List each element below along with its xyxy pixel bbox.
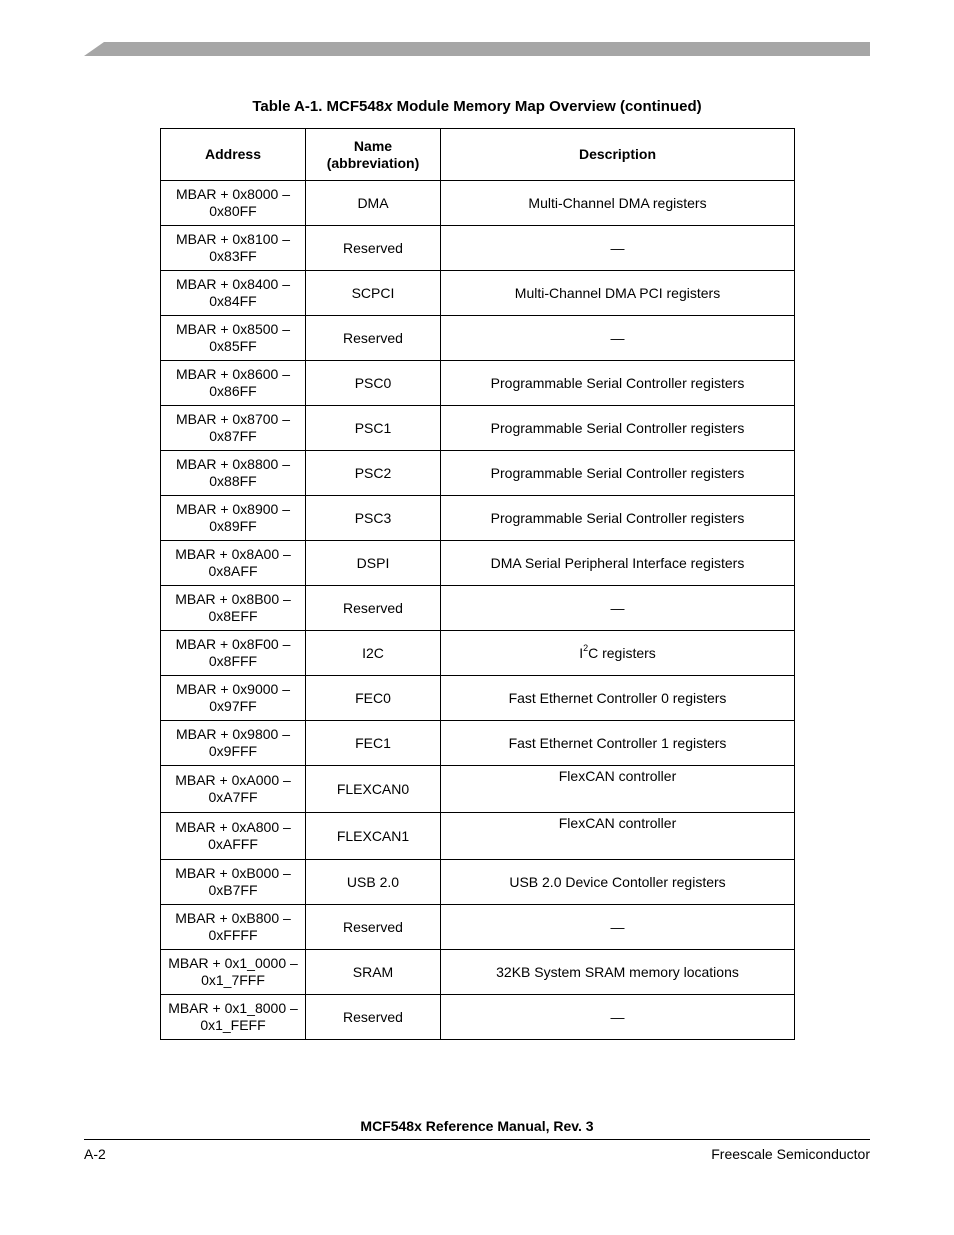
table-row bbox=[161, 316, 795, 361]
table-row bbox=[161, 451, 795, 496]
address-end: 0x87FF bbox=[209, 428, 257, 444]
table-row bbox=[161, 995, 795, 1040]
address-cell bbox=[161, 406, 306, 451]
address-start: MBAR + 0x1_8000 – bbox=[168, 1000, 298, 1016]
address-cell bbox=[161, 950, 306, 995]
address-end: 0x80FF bbox=[209, 203, 257, 219]
address-cell bbox=[161, 181, 306, 226]
module-name-cell: PSC2 bbox=[306, 451, 441, 496]
table-row bbox=[161, 361, 795, 406]
table-row bbox=[161, 813, 795, 860]
description-superscript: 2 bbox=[583, 642, 589, 653]
address-start: MBAR + 0x8700 – bbox=[175, 411, 290, 427]
address-end: 0xB7FF bbox=[208, 882, 258, 898]
table-title-suffix: Module Memory Map Overview (continued) bbox=[392, 98, 702, 115]
table-row bbox=[161, 631, 795, 676]
address-start: MBAR + 0x8100 – bbox=[175, 231, 290, 247]
module-name-cell: Reserved bbox=[306, 995, 441, 1040]
address-start: MBAR + 0x8B00 – bbox=[175, 591, 291, 607]
address-end: 0x83FF bbox=[209, 248, 257, 264]
address-start: MBAR + 0xA800 – bbox=[175, 819, 291, 835]
table-row bbox=[161, 271, 795, 316]
description-cell: 32KB System SRAM memory locations bbox=[441, 950, 795, 995]
module-name-cell: Reserved bbox=[306, 586, 441, 631]
address-cell bbox=[161, 766, 306, 813]
description-cell: FlexCAN controller bbox=[441, 766, 795, 813]
table-row bbox=[161, 950, 795, 995]
table-row bbox=[161, 766, 795, 813]
address-start: MBAR + 0x9000 – bbox=[175, 681, 290, 697]
company-name: Freescale Semiconductor bbox=[711, 1146, 870, 1162]
module-name-cell: DSPI bbox=[306, 541, 441, 586]
address-cell bbox=[161, 676, 306, 721]
table-header-row bbox=[161, 129, 795, 181]
header-address: Address bbox=[161, 129, 306, 181]
address-cell bbox=[161, 586, 306, 631]
address-start: MBAR + 0x8900 – bbox=[175, 501, 290, 517]
description-cell: FlexCAN controller bbox=[441, 813, 795, 860]
description-cell: — bbox=[441, 995, 795, 1040]
address-cell bbox=[161, 721, 306, 766]
table-row bbox=[161, 860, 795, 905]
address-end: 0x9FFF bbox=[208, 743, 258, 759]
address-start: MBAR + 0xA000 – bbox=[175, 772, 291, 788]
address-start: MBAR + 0x1_0000 – bbox=[168, 955, 298, 971]
address-end: 0xFFFF bbox=[208, 927, 258, 943]
table-row bbox=[161, 905, 795, 950]
table-row bbox=[161, 586, 795, 631]
description-cell: Fast Ethernet Controller 1 registers bbox=[441, 721, 795, 766]
address-cell bbox=[161, 316, 306, 361]
header-bar bbox=[84, 42, 870, 56]
address-cell bbox=[161, 813, 306, 860]
module-name-cell: Reserved bbox=[306, 226, 441, 271]
address-cell bbox=[161, 226, 306, 271]
footer-divider bbox=[84, 1139, 870, 1140]
address-start: MBAR + 0x8500 – bbox=[175, 321, 290, 337]
address-end: 0x85FF bbox=[209, 338, 257, 354]
table-row bbox=[161, 226, 795, 271]
table-row bbox=[161, 406, 795, 451]
description-cell: — bbox=[441, 226, 795, 271]
description-cell: Programmable Serial Controller registers bbox=[441, 406, 795, 451]
description-suffix: C registers bbox=[588, 644, 656, 661]
header-name-line2: (abbreviation) bbox=[326, 154, 420, 171]
address-end: 0x8EFF bbox=[208, 608, 258, 624]
footer-title: MCF548x Reference Manual, Rev. 3 bbox=[360, 1118, 594, 1134]
address-end: 0x89FF bbox=[209, 518, 257, 534]
description-cell: — bbox=[441, 586, 795, 631]
address-cell bbox=[161, 451, 306, 496]
address-cell bbox=[161, 361, 306, 406]
address-end: 0x8AFF bbox=[208, 563, 258, 579]
module-name-cell: FEC0 bbox=[306, 676, 441, 721]
address-cell bbox=[161, 905, 306, 950]
module-name-cell: PSC0 bbox=[306, 361, 441, 406]
module-name-cell: I2C bbox=[306, 631, 441, 676]
address-cell bbox=[161, 541, 306, 586]
module-name-cell: SRAM bbox=[306, 950, 441, 995]
address-start: MBAR + 0xB000 – bbox=[175, 865, 291, 881]
table-row bbox=[161, 181, 795, 226]
table-row bbox=[161, 541, 795, 586]
description-prefix: I bbox=[579, 644, 584, 661]
address-cell bbox=[161, 631, 306, 676]
module-name-cell: PSC3 bbox=[306, 496, 441, 541]
address-start: MBAR + 0x8800 – bbox=[175, 456, 290, 472]
address-start: MBAR + 0x8600 – bbox=[175, 366, 290, 382]
address-cell bbox=[161, 496, 306, 541]
memory-map-table bbox=[160, 128, 795, 1040]
table-row bbox=[161, 721, 795, 766]
address-end: 0xA7FF bbox=[208, 789, 258, 805]
table-title bbox=[160, 98, 794, 115]
address-end: 0x97FF bbox=[209, 698, 257, 714]
page-number: A-2 bbox=[84, 1146, 106, 1162]
description-cell: USB 2.0 Device Contoller registers bbox=[441, 860, 795, 905]
module-name-cell: Reserved bbox=[306, 316, 441, 361]
address-start: MBAR + 0x8000 – bbox=[175, 186, 290, 202]
module-name-cell: FEC1 bbox=[306, 721, 441, 766]
description-cell: Programmable Serial Controller registers bbox=[441, 361, 795, 406]
module-name-cell: USB 2.0 bbox=[306, 860, 441, 905]
module-name-cell: FLEXCAN0 bbox=[306, 766, 441, 813]
address-cell bbox=[161, 271, 306, 316]
address-cell bbox=[161, 995, 306, 1040]
description-cell: — bbox=[441, 905, 795, 950]
header-name-line1: Name bbox=[353, 137, 393, 154]
address-end: 0x88FF bbox=[209, 473, 257, 489]
address-end: 0x8FFF bbox=[208, 653, 258, 669]
module-name-cell: SCPCI bbox=[306, 271, 441, 316]
table-body bbox=[161, 181, 795, 1040]
address-start: MBAR + 0x8F00 – bbox=[175, 636, 291, 652]
address-start: MBAR + 0x9800 – bbox=[175, 726, 290, 742]
address-start: MBAR + 0xB800 – bbox=[175, 910, 291, 926]
module-name-cell: FLEXCAN1 bbox=[306, 813, 441, 860]
address-cell bbox=[161, 860, 306, 905]
address-end: 0x1_7FFF bbox=[201, 972, 265, 988]
description-cell: Programmable Serial Controller registers bbox=[441, 451, 795, 496]
description-cell: DMA Serial Peripheral Interface registers bbox=[441, 541, 795, 586]
description-cell: Multi-Channel DMA registers bbox=[441, 181, 795, 226]
address-end: 0x1_FEFF bbox=[200, 1017, 266, 1033]
header-name bbox=[306, 129, 441, 181]
header-description: Description bbox=[441, 129, 795, 181]
description-cell bbox=[441, 631, 795, 676]
description-cell: Programmable Serial Controller registers bbox=[441, 496, 795, 541]
table-row bbox=[161, 496, 795, 541]
description-cell: — bbox=[441, 316, 795, 361]
description-cell: Fast Ethernet Controller 0 registers bbox=[441, 676, 795, 721]
address-end: 0xAFFF bbox=[208, 836, 258, 852]
table-title-italic: x bbox=[384, 98, 393, 115]
address-start: MBAR + 0x8400 – bbox=[175, 276, 290, 292]
module-name-cell: Reserved bbox=[306, 905, 441, 950]
module-name-cell: PSC1 bbox=[306, 406, 441, 451]
address-start: MBAR + 0x8A00 – bbox=[175, 546, 291, 562]
address-end: 0x84FF bbox=[209, 293, 257, 309]
module-name-cell: DMA bbox=[306, 181, 441, 226]
table-title-prefix: Table A-1. MCF548 bbox=[252, 98, 385, 115]
description-cell: Multi-Channel DMA PCI registers bbox=[441, 271, 795, 316]
address-end: 0x86FF bbox=[209, 383, 257, 399]
table-row bbox=[161, 676, 795, 721]
